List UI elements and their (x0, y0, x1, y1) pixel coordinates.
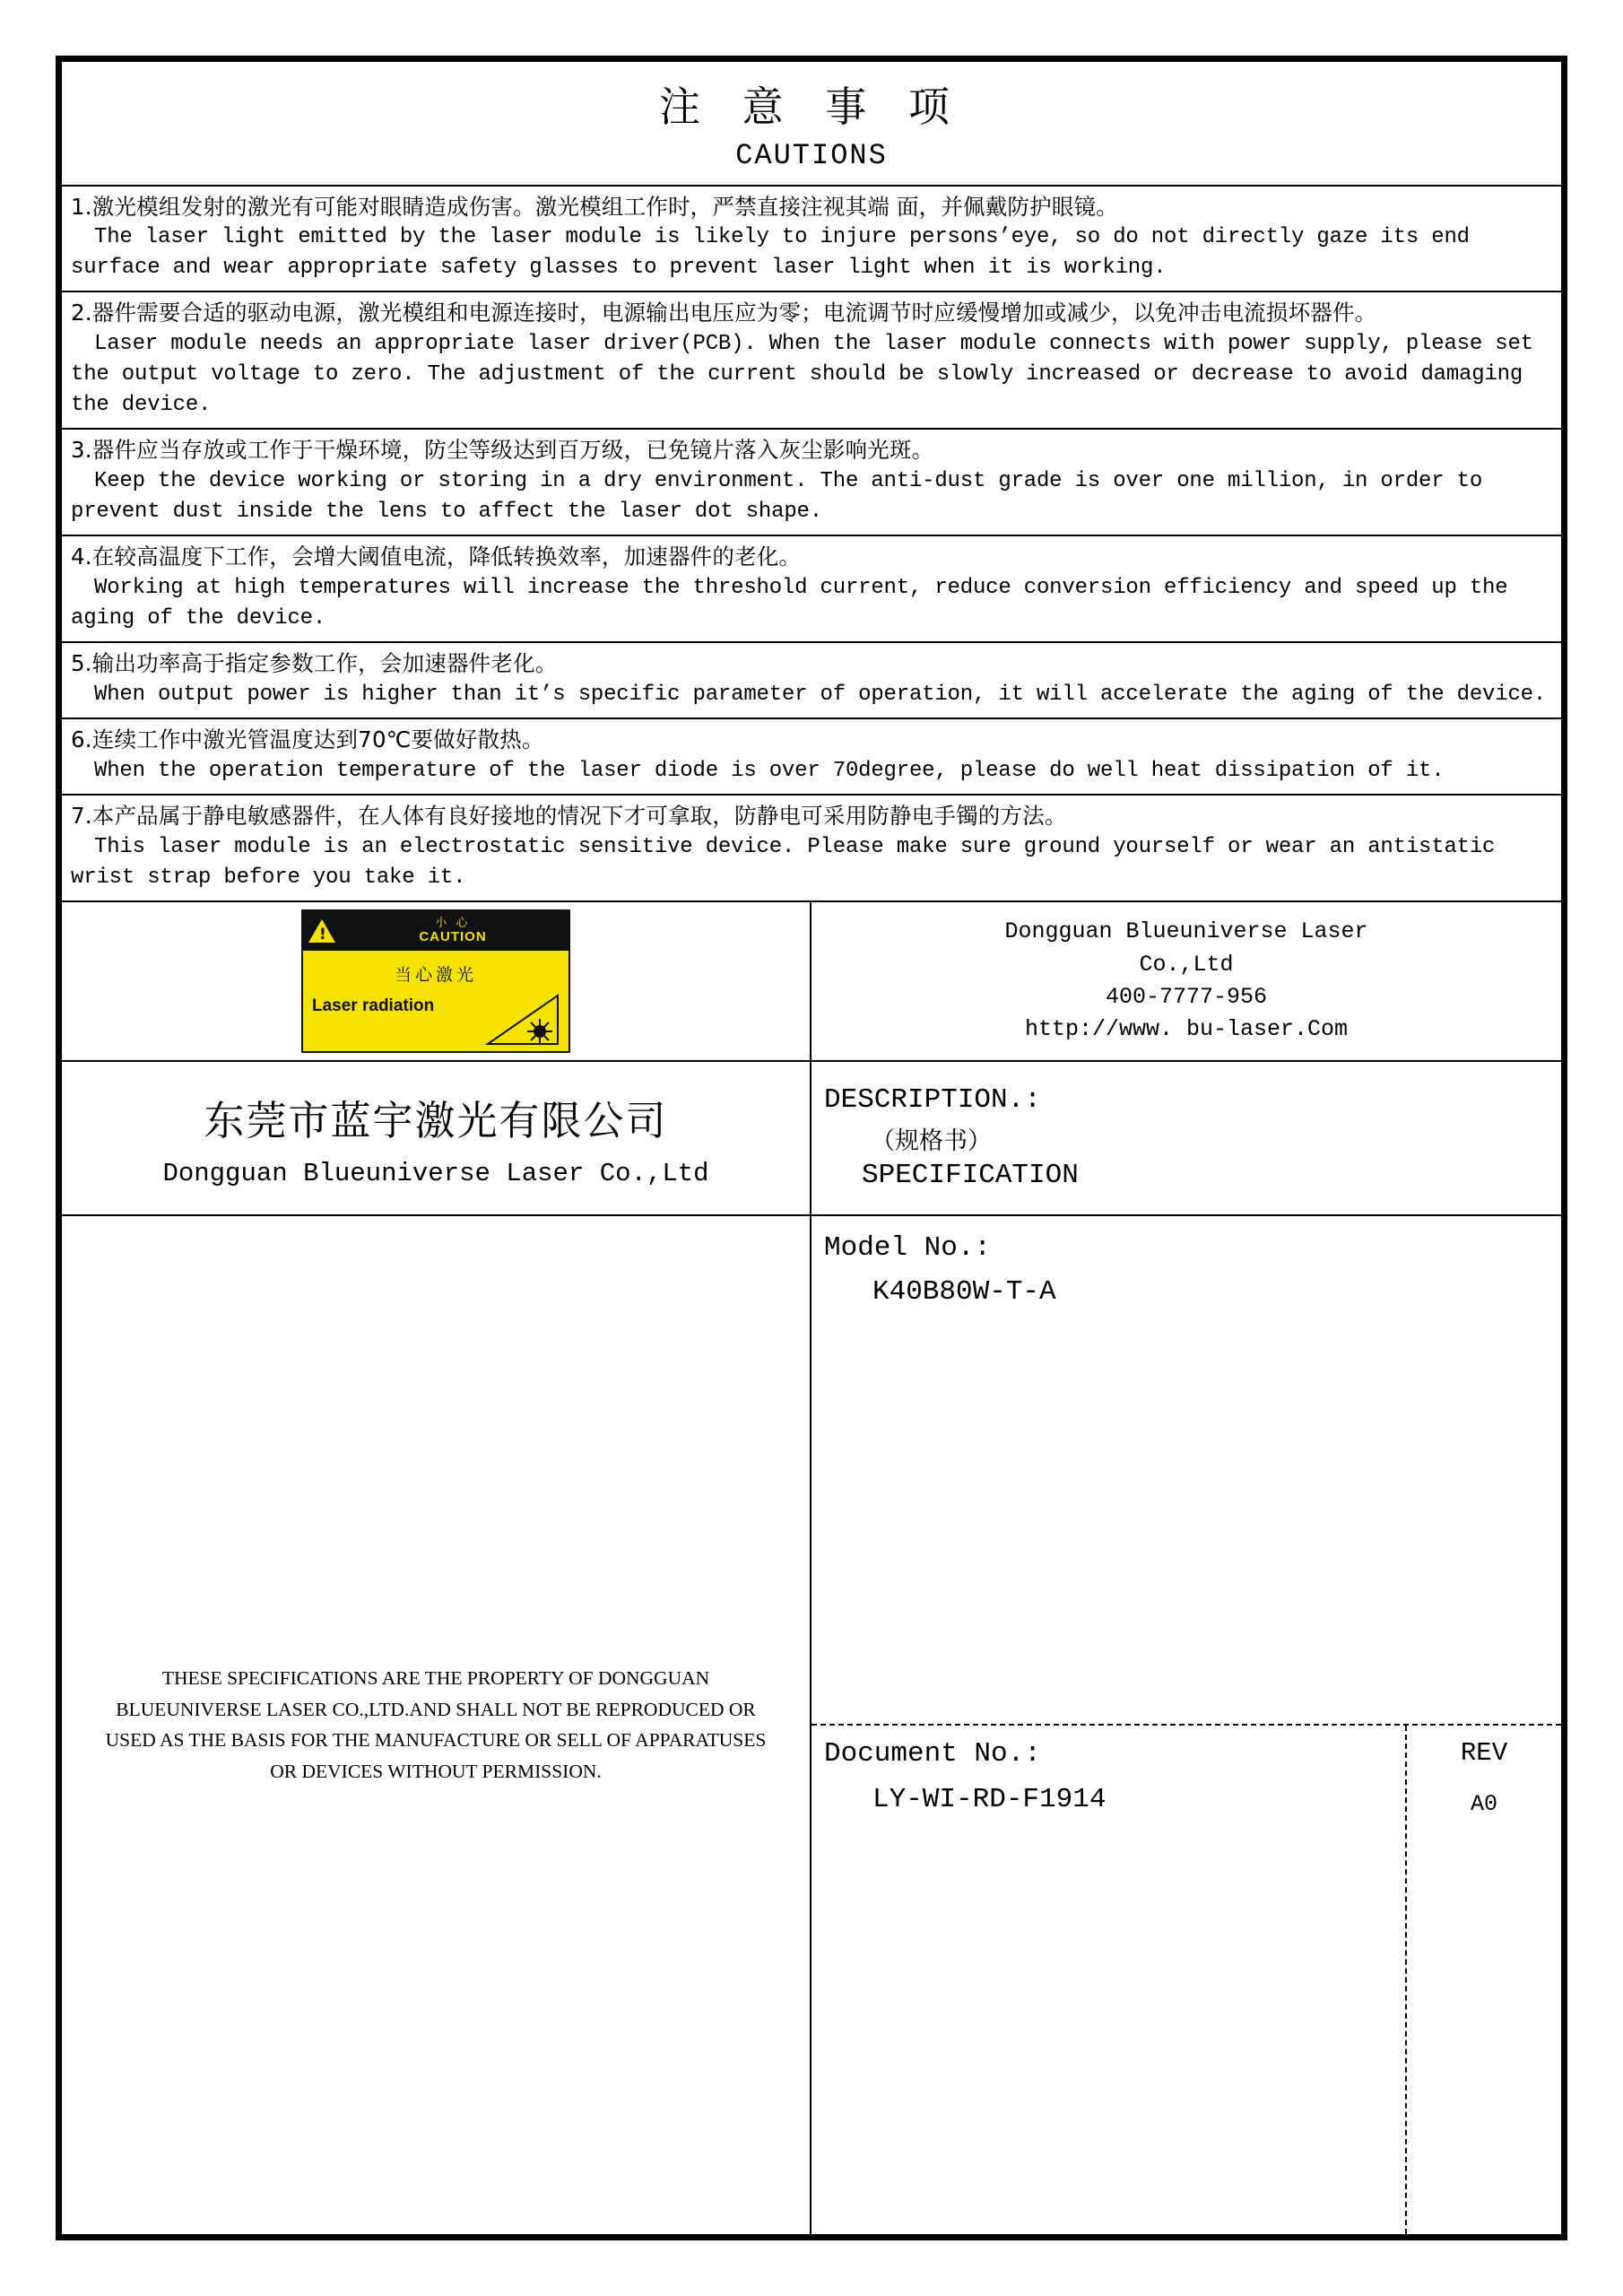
laser-warning-label (301, 909, 570, 1053)
caution-text-cn: 7.本产品属于静电敏感器件，在人体有良好接地的情况下才可拿取，防静电可采用防静电手镯的方法。 (71, 803, 1067, 830)
revision-label: REV (1460, 1737, 1508, 1768)
model-no-block (812, 1216, 1561, 1726)
company-cell (62, 1062, 812, 1214)
laser-label-body-en: Laser radiation (312, 996, 435, 1015)
legal-model-row (62, 1216, 1561, 2234)
company-description-row (62, 1062, 1561, 1216)
model-no-value: K40B80W-T-A (872, 1275, 1056, 1308)
cautions-list (62, 187, 1561, 902)
page-title-en: CAUTIONS (735, 138, 888, 172)
page-outer-border (56, 56, 1567, 2240)
caution-text-en: Working at high temperatures will increase the threshold current, reduce conversion efficiency and speed up the aging of the device. (71, 576, 1508, 631)
description-cn: （规格书） (871, 1127, 992, 1156)
contact-line-1: Dongguan Blueuniverse Laser (1004, 918, 1368, 945)
warning-label-cell (62, 902, 812, 1060)
document-no-value: LY-WI-RD-F1914 (872, 1783, 1107, 1815)
caution-item (62, 430, 1561, 536)
caution-item (62, 536, 1561, 643)
laser-label-header-cn: 小 心 (435, 917, 471, 931)
caution-item (62, 292, 1561, 430)
caution-item (62, 719, 1561, 796)
description-cell (812, 1062, 1561, 1214)
caution-text-cn: 2.器件需要合适的驱动电源，激光模组和电源连接时，电源输出电压应为零；电流调节时应缓慢增加或减少，以免冲击电流损坏器件。 (71, 300, 1377, 326)
laser-label-body-cn: 当心激光 (394, 964, 477, 985)
page-title-block (62, 62, 1561, 187)
legal-notice: THESE SPECIFICATIONS ARE THE PROPERTY OF DONGGUAN BLUEUNIVERSE LASER CO.,LTD.AND SHALL NOT BE REPRODUCED OR USED AS THE BASIS FOR THE MANUFACTURE OR SELL OF APPARATUSES OR DEVICES WITHOUT PERMISSION. (105, 1666, 767, 1783)
document-rev-block (812, 1726, 1561, 2235)
caution-text-cn: 4.在较高温度下工作，会增大阈值电流，降低转换效率，加速器件的老化。 (71, 544, 802, 570)
model-no-label: Model No.: (824, 1231, 992, 1264)
caution-text-en: Laser module needs an appropriate laser driver(PCB). When the laser module connects with power supply, please set the output voltage to zero. The adjustment of the current should be slowly increased or decrease to avoid damaging the device. (71, 332, 1533, 418)
page-inner-border (60, 60, 1563, 2236)
caution-text-en: Keep the device working or storing in a dry environment. The anti-dust grade is over one million, in order to prevent dust inside the lens to affect the laser dot shape. (71, 469, 1483, 525)
caution-text-cn: 6.连续工作中激光管温度达到70℃要做好散热。 (71, 726, 544, 753)
caution-text-en: This laser module is an electrostatic sensitive device. Please make sure ground yourself or wear an antistatic wrist strap before you take it. (71, 834, 1496, 890)
caution-text-cn: 1.激光模组发射的激光有可能对眼睛造成伤害。激光模组工作时，严禁直接注视其端 面，并佩戴防护眼镜。 (71, 193, 1118, 220)
contact-phone: 400-7777-956 (1105, 983, 1268, 1010)
description-en: SPECIFICATION (862, 1160, 1079, 1192)
laser-radiation-icon (484, 992, 561, 1048)
revision-value: A0 (1470, 1790, 1497, 1817)
label-contact-band (62, 902, 1561, 1062)
identification-cell (812, 1216, 1561, 2234)
caution-text-en: When output power is higher than it’s specific parameter of operation, it will accelerate the aging of the device. (94, 683, 1547, 708)
laser-label-header-en: CAUTION (419, 928, 487, 944)
caution-text-cn: 3.器件应当存放或工作于干燥环境，防尘等级达到百万级，已免镜片落入灰尘影响光斑。 (71, 437, 934, 464)
warning-triangle-icon (308, 919, 335, 943)
contact-line-2: Co.,Ltd (1139, 951, 1234, 978)
laser-label-header (303, 911, 568, 951)
company-name-en: Dongguan Blueuniverse Laser Co.,Ltd (162, 1158, 709, 1188)
description-label: DESCRIPTION.: (824, 1084, 1041, 1117)
caution-item (62, 643, 1561, 719)
legal-cell (62, 1216, 812, 2234)
page-title-cn: 注 意 事 项 (659, 83, 964, 131)
caution-text-en: The laser light emitted by the laser module is likely to injure persons’eye, so do not directly gaze its end surface and wear appropriate safety glasses to prevent laser light when it is working. (71, 225, 1470, 281)
company-name-cn: 东莞市蓝宇激光有限公司 (204, 1096, 668, 1144)
contact-website[interactable]: http://www. bu-laser.Com (1024, 1016, 1349, 1043)
caution-item (62, 796, 1561, 902)
caution-text-cn: 5.输出功率高于指定参数工作，会加速器件老化。 (71, 650, 558, 677)
laser-label-body (303, 951, 568, 1051)
caution-item (62, 187, 1561, 293)
caution-text-en: When the operation temperature of the laser diode is over 70degree, please do well heat dissipation of it. (94, 758, 1445, 783)
document-no-label: Document No.: (824, 1737, 1041, 1770)
revision-block (1407, 1726, 1561, 2235)
document-no-block (812, 1726, 1407, 2235)
contact-block (812, 902, 1561, 1060)
